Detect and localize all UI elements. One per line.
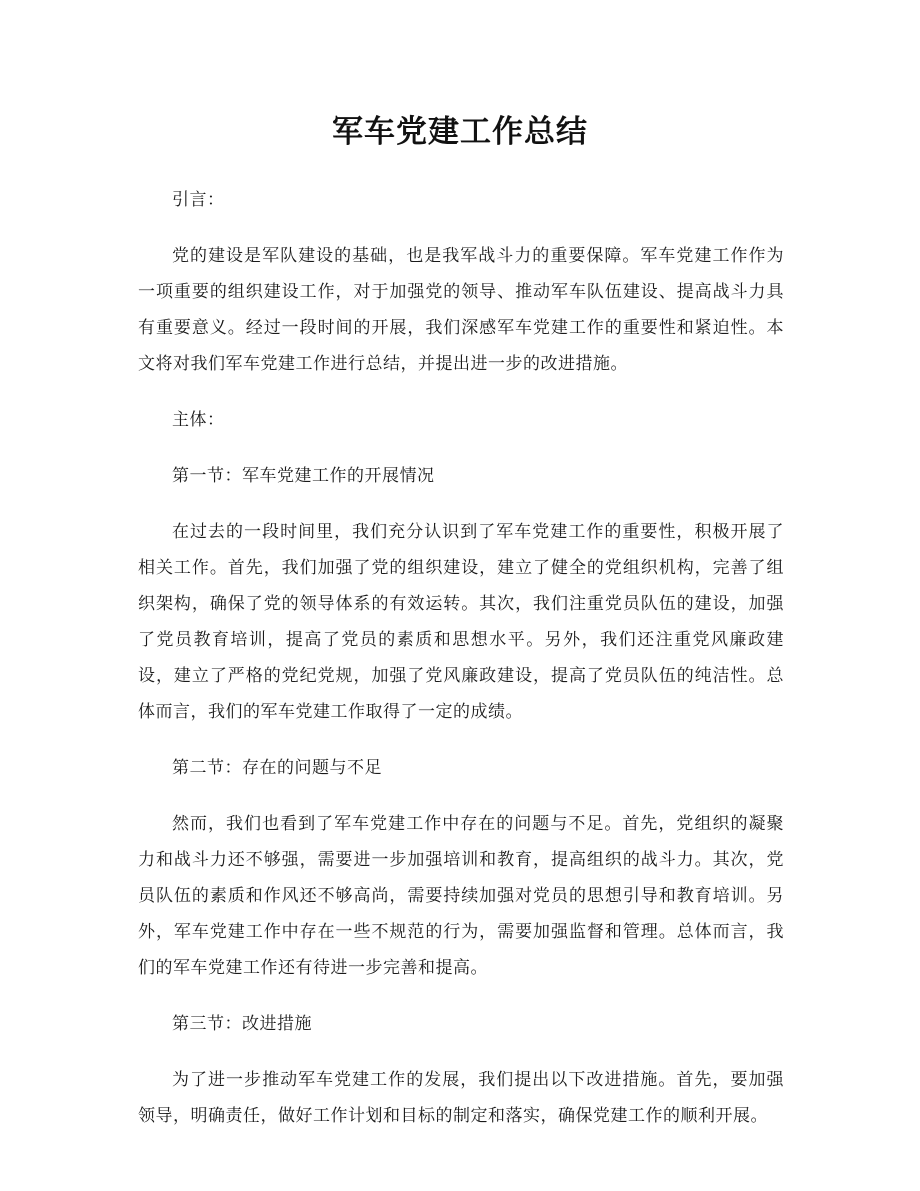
intro-paragraph: 党的建设是军队建设的基础，也是我军战斗力的重要保障。军车党建工作作为一项重要的组织建设工作，对于加强党的领导、推动军车队伍建设、提高战斗力具有重要意义。经过一段时间的开展，我们深感军车党建工作的重要性和紧迫性。本文将对我们军车党建工作进行总结，并提出进一步的改进措施。: [138, 246, 784, 374]
section-1-paragraph: 在过去的一段时间里，我们充分认识到了军车党建工作的重要性，积极开展了相关工作。首先，我们加强了党的组织建设，建立了健全的党组织机构，完善了组织架构，确保了党的领导体系的有效运转。其次，我们注重党员队伍的建设，加强了党员教育培训，提高了党员的素质和思想水平。另外，我们还注重党风廉政建设，建立了严格的党纪党规，加强了党风廉政建设，提高了党员队伍的纯洁性。总体而言，我们的军车党建工作取得了一定的成绩。: [138, 522, 784, 722]
section-1-heading: 第一节：军车党建工作的开展情况: [172, 466, 435, 486]
section-2-heading: 第二节：存在的问题与不足: [172, 758, 382, 778]
document-body: [138, 182, 784, 1154]
document-title: 军车党建工作总结: [332, 114, 588, 150]
section-3-heading: 第三节：改进措施: [172, 1014, 312, 1034]
body-label: 主体：: [172, 410, 225, 430]
section-3-paragraph: 为了进一步推动军车党建工作的发展，我们提出以下改进措施。首先，要加强领导，明确责任，做好工作计划和目标的制定和落实，确保党建工作的顺利开展。: [138, 1070, 784, 1126]
section-2-paragraph: 然而，我们也看到了军车党建工作中存在的问题与不足。首先，党组织的凝聚力和战斗力还不够强，需要进一步加强培训和教育，提高组织的战斗力。其次，党员队伍的素质和作风还不够高尚，需要持续加强对党员的思想引导和教育培训。另外，军车党建工作中存在一些不规范的行为，需要加强监督和管理。总体而言，我们的军车党建工作还有待进一步完善和提高。: [138, 814, 784, 978]
intro-label: 引言：: [172, 190, 225, 210]
